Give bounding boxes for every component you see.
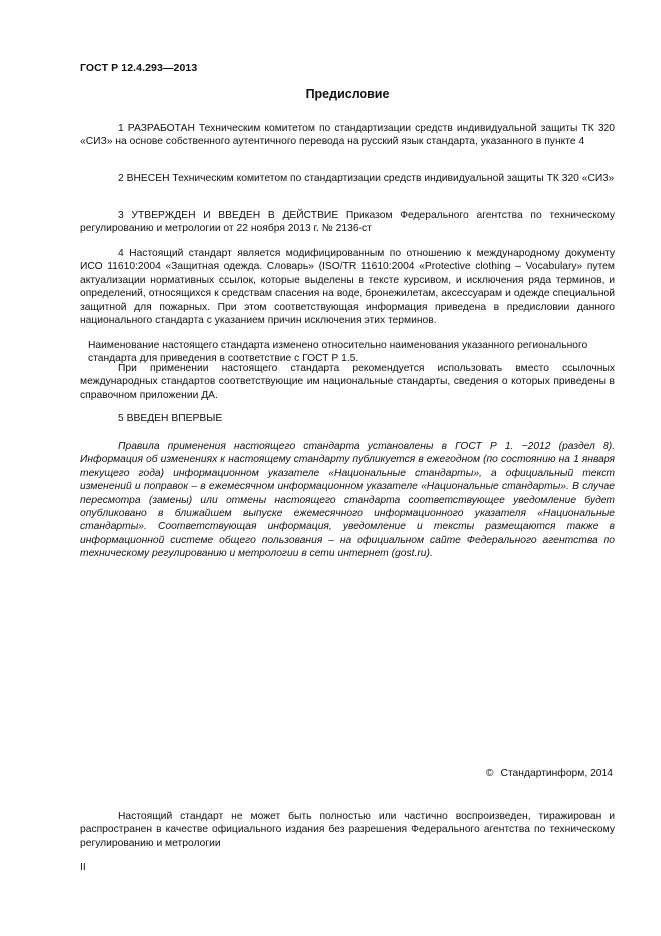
reproduction-notice: Настоящий стандарт не может быть полностью или частично воспроизведен, тиражирован и распространен в качестве официального издания без разрешения Федерального агентства по техническому регулированию и метрологии — [80, 811, 615, 849]
paragraph-application-rules: Правила применения настоящего стандарта установлены в ГОСТ Р 1. −2012 (раздел 8). Информация об изменениях к настоящему стандарту публикуется в ежегодном (по состоянию на 1 января текущего года) информационном указателе «Национальные стандарты», а официальный текст изменений и поправок – в ежемесячном информационном указателе «Национальные стандарты». В случае пересмотра (замены) или отмены настоящего стандарта соответствующее уведомление будет опубликовано в ближайшем выпуске ежемесячного информационного указателя «Национальные стандарты». Соответствующая информация, уведомление и тексты размещаются также в информационной системе общего пользования – на официальном сайте Федерального агентства по техническому регулированию и метрологии в сети интернет (gost.ru). — [80, 441, 615, 560]
paragraph-first-introduced: 5 ВВЕДЕН ВПЕРВЫЕ — [118, 413, 223, 424]
paragraph-approved: 3 УТВЕРЖДЕН И ВВЕДЕН В ДЕЙСТВИЕ Приказом Федерального агентства по техническому регулированию и метрологии от 22 ноября 2013 г. № 2136-ст — [80, 210, 615, 235]
paragraph-name-changed: Наименование настоящего стандарта изменено относительно наименования указанного регионального стандарта для приведения в соответствие с ГОСТ Р 1.5. — [88, 340, 588, 365]
copyright-line — [486, 768, 613, 779]
copyright-text: Стандартинформ, 2014 — [500, 768, 613, 779]
paragraph-modified-standard: 4 Настоящий стандарт является модифицированным по отношению к международному документу ИСО 11610:2004 «Защитная одежда. Словарь» (ISO/TR 11610:2004 «Protective clothing – Vocabulary» путем актуализации нормативных ссылок, которые выделены в тексте курсивом, и исключения ряда терминов, и определений, относящихся к средствам спасения на воде, бронежилетам, аксессуарам и одежде специальной защитной для пожарных. При этом соответствующая информация приведена в предисловии данного национального стандарта с указанием причин исключения этих терминов. — [80, 248, 615, 327]
paragraph-developed-by: 1 РАЗРАБОТАН Техническим комитетом по стандартизации средств индивидуальной защиты ТК 320 «СИЗ» на основе собственного аутентичного перевода на русский язык стандарта, указанного в пункте 4 — [80, 123, 615, 148]
copyright-icon: © — [485, 768, 494, 779]
page-number: II — [80, 862, 86, 873]
section-heading: Предисловие — [305, 87, 390, 101]
paragraph-application-note: При применении настоящего стандарта рекомендуется использовать вместо ссылочных международных стандартов соответствующие им национальные стандарты, сведения о которых приведены в справочном приложении ДА. — [80, 363, 615, 401]
document-code: ГОСТ Р 12.4.293—2013 — [80, 62, 198, 74]
paragraph-introduced-by: 2 ВНЕСЕН Техническим комитетом по стандартизации средств индивидуальной защиты ТК 320 «СИЗ» — [118, 173, 615, 184]
